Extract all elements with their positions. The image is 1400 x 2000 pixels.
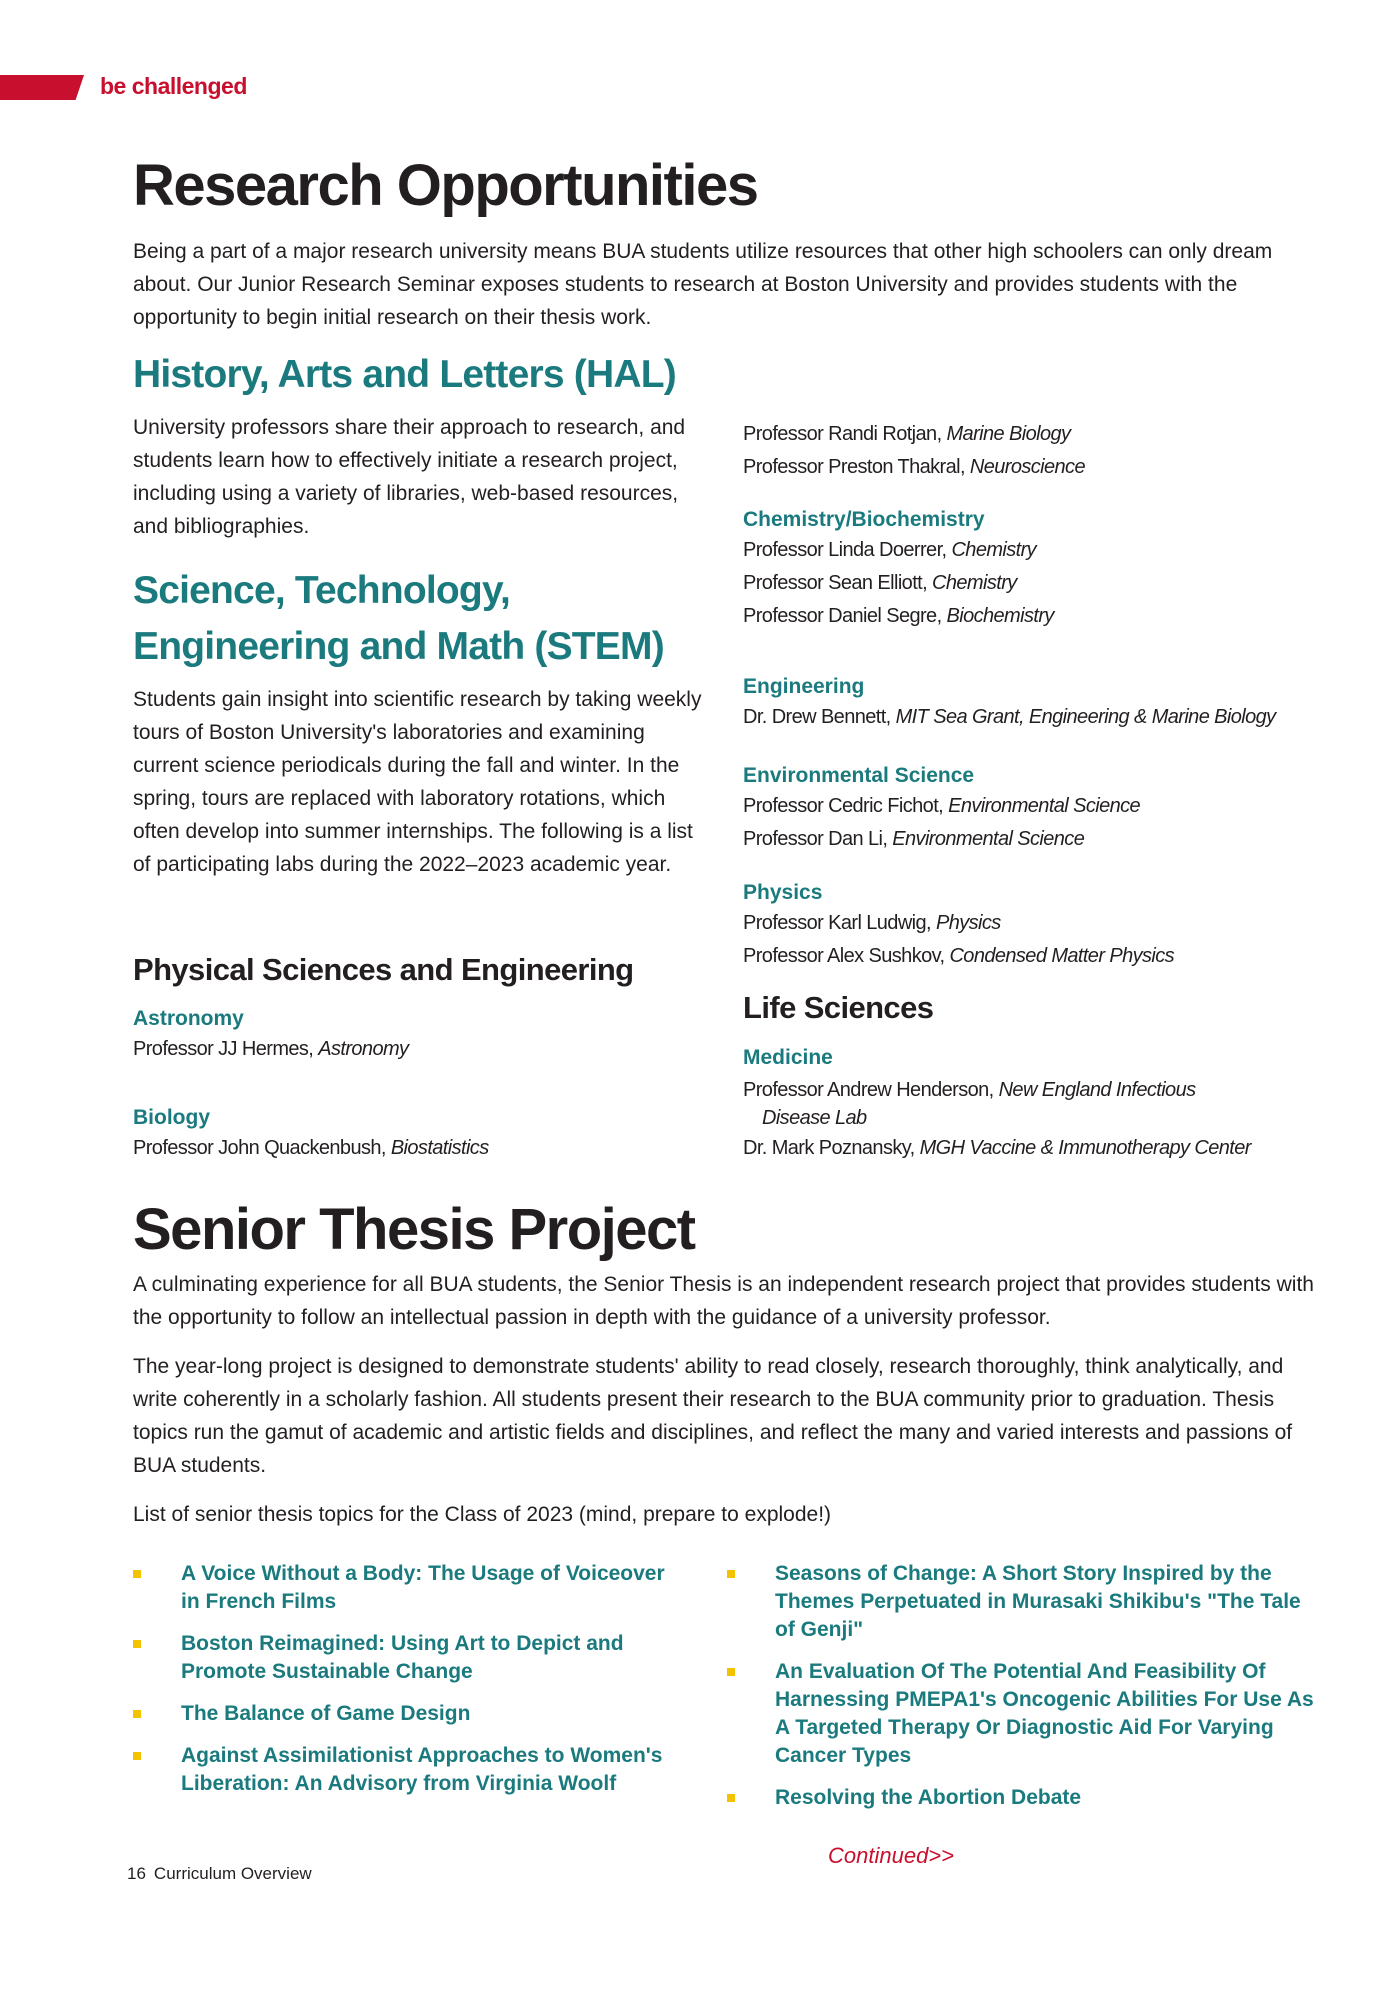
thesis-topics-intro: List of senior thesis topics for the Class of 2023 (mind, prepare to explode!) bbox=[133, 1503, 832, 1526]
physics-label: Physics bbox=[743, 881, 823, 904]
page-title: Research Opportunities bbox=[133, 153, 758, 218]
biology-label: Biology bbox=[133, 1106, 210, 1129]
section-tag: be challenged bbox=[100, 73, 247, 99]
lab-entry bbox=[743, 1076, 1251, 1132]
page-footer bbox=[127, 1864, 312, 1884]
medicine-label: Medicine bbox=[743, 1046, 833, 1069]
environmental-label: Environmental Science bbox=[743, 764, 975, 787]
person-field: MGH Vaccine & Immunotherapy Center bbox=[919, 1137, 1251, 1159]
person-field: Neuroscience bbox=[969, 456, 1085, 478]
list-item: An Evaluation Of The Potential And Feasibility Of Harnessing PMEPA1's Oncogenic Abilities For Use As A Targeted Therapy Or Diagnostic Aid For Varying Cancer Types bbox=[727, 1658, 1317, 1770]
person-field: New England Infectious bbox=[998, 1079, 1196, 1101]
lab-entry bbox=[743, 823, 1140, 856]
bullet-icon bbox=[133, 1570, 141, 1578]
person-name: Professor Preston Thakral, bbox=[743, 456, 965, 478]
list-item: The Balance of Game Design bbox=[133, 1700, 673, 1728]
engineering-label: Engineering bbox=[743, 675, 865, 698]
person-field: Chemistry bbox=[951, 539, 1037, 561]
biology-group-continued bbox=[743, 418, 1085, 484]
person-name: Professor Dan Li, bbox=[743, 828, 888, 850]
person-field: Biochemistry bbox=[946, 605, 1054, 627]
continued-link[interactable]: Continued>> bbox=[828, 1843, 954, 1868]
person-field: Physics bbox=[935, 912, 1001, 934]
person-name: Professor Alex Sushkov, bbox=[743, 945, 945, 967]
lab-entry bbox=[743, 1132, 1251, 1165]
lab-entry bbox=[743, 418, 1085, 451]
bullet-icon bbox=[133, 1640, 141, 1648]
chemistry-label: Chemistry/Biochemistry bbox=[743, 508, 985, 531]
chemistry-group bbox=[743, 506, 1054, 633]
thesis-paragraph-1: A culminating experience for all BUA students, the Senior Thesis is an independent research project that provides students with the opportunity to follow an intellectual passion in depth with the guidance of a university professor. bbox=[133, 1273, 1314, 1329]
page-number: 16 bbox=[127, 1864, 146, 1883]
lab-entry bbox=[133, 1033, 408, 1066]
person-name: Professor John Quackenbush, bbox=[133, 1137, 386, 1159]
hal-text: University professors share their approach to research, and students learn how to effectively initiate a research project, including using a variety of libraries, web-based resources, and bibliographies. bbox=[133, 416, 686, 538]
bullet-icon bbox=[133, 1710, 141, 1718]
stem-heading bbox=[133, 563, 664, 675]
physics-group bbox=[743, 879, 1174, 973]
person-field: Chemistry bbox=[932, 572, 1017, 594]
bullet-icon bbox=[727, 1570, 735, 1578]
lab-entry bbox=[743, 451, 1085, 484]
person-name: Professor Karl Ludwig, bbox=[743, 912, 932, 934]
astronomy-group bbox=[133, 1005, 408, 1066]
list-item: Against Assimilationist Approaches to Women's Liberation: An Advisory from Virginia Woolf bbox=[133, 1742, 673, 1798]
biology-group bbox=[133, 1104, 489, 1165]
bullet-icon bbox=[727, 1668, 735, 1676]
person-name: Professor Randi Rotjan, bbox=[743, 423, 942, 445]
lab-entry bbox=[743, 600, 1054, 633]
person-name: Dr. Drew Bennett, bbox=[743, 706, 891, 728]
person-name: Professor Sean Elliott, bbox=[743, 572, 928, 594]
physical-sciences-heading: Physical Sciences and Engineering bbox=[133, 952, 634, 987]
lab-entry bbox=[743, 701, 1276, 734]
lab-entry bbox=[743, 534, 1054, 567]
life-sciences-heading: Life Sciences bbox=[743, 990, 934, 1025]
section-tag-bar bbox=[0, 75, 84, 100]
stem-heading-line1: Science, Technology, bbox=[133, 569, 510, 612]
medicine-group bbox=[743, 1044, 1251, 1165]
thesis-topics-right bbox=[727, 1560, 1317, 1826]
hal-heading: History, Arts and Letters (HAL) bbox=[133, 353, 676, 396]
research-intro: Being a part of a major research university means BUA students utilize resources that other high schoolers can only dream about. Our Junior Research Seminar exposes students to research at Boston University and provides students with the opportunity to begin initial research on their thesis work. bbox=[133, 240, 1273, 329]
person-field: MIT Sea Grant, Engineering & Marine Biology bbox=[895, 706, 1276, 728]
person-field: Environmental Science bbox=[892, 828, 1085, 850]
list-item: Boston Reimagined: Using Art to Depict and Promote Sustainable Change bbox=[133, 1630, 673, 1686]
person-name: Professor Linda Doerrer, bbox=[743, 539, 947, 561]
astronomy-label: Astronomy bbox=[133, 1007, 244, 1030]
stem-text: Students gain insight into scientific research by taking weekly tours of Boston University's laboratories and examining current science periodicals during the fall and winter. In the spring, tours are replaced with laboratory rotations, which often develop into summer internships. The following is a list of participating labs during the 2022–2023 academic year. bbox=[133, 688, 702, 876]
footer-section: Curriculum Overview bbox=[153, 1864, 312, 1883]
person-field: Environmental Science bbox=[948, 795, 1141, 817]
person-field: Biostatistics bbox=[390, 1137, 489, 1159]
bullet-icon bbox=[133, 1752, 141, 1760]
thesis-topics-left bbox=[133, 1560, 673, 1812]
lab-entry bbox=[743, 907, 1174, 940]
thesis-paragraph-2: The year-long project is designed to demonstrate students' ability to read closely, research thoroughly, think analytically, and write coherently in a scholarly fashion. All students present their research to the BUA community prior to graduation. Thesis topics run the gamut of academic and artistic fields and disciplines, and reflect the many and varied interests and passions of BUA students. bbox=[133, 1355, 1293, 1477]
person-name: Professor Andrew Henderson, bbox=[743, 1079, 994, 1101]
stem-heading-line2: Engineering and Math (STEM) bbox=[133, 625, 664, 668]
list-item: Resolving the Abortion Debate bbox=[727, 1784, 1317, 1812]
person-name: Professor JJ Hermes, bbox=[133, 1038, 314, 1060]
engineering-group bbox=[743, 673, 1276, 734]
person-name: Professor Daniel Segre, bbox=[743, 605, 942, 627]
lab-entry bbox=[743, 790, 1140, 823]
person-name: Dr. Mark Poznansky, bbox=[743, 1137, 915, 1159]
thesis-title: Senior Thesis Project bbox=[133, 1197, 695, 1262]
lab-entry bbox=[743, 567, 1054, 600]
person-field: Astronomy bbox=[318, 1038, 409, 1060]
list-item: A Voice Without a Body: The Usage of Voiceover in French Films bbox=[133, 1560, 673, 1616]
environmental-group bbox=[743, 762, 1140, 856]
lab-entry bbox=[743, 940, 1174, 973]
person-field: Condensed Matter Physics bbox=[949, 945, 1175, 967]
person-field: Marine Biology bbox=[946, 423, 1071, 445]
list-item: Seasons of Change: A Short Story Inspired by the Themes Perpetuated in Murasaki Shikibu's "The Tale of Genji" bbox=[727, 1560, 1317, 1644]
person-name: Professor Cedric Fichot, bbox=[743, 795, 944, 817]
bullet-icon bbox=[727, 1794, 735, 1802]
lab-entry bbox=[133, 1132, 489, 1165]
person-field-continued: Disease Lab bbox=[762, 1107, 867, 1129]
